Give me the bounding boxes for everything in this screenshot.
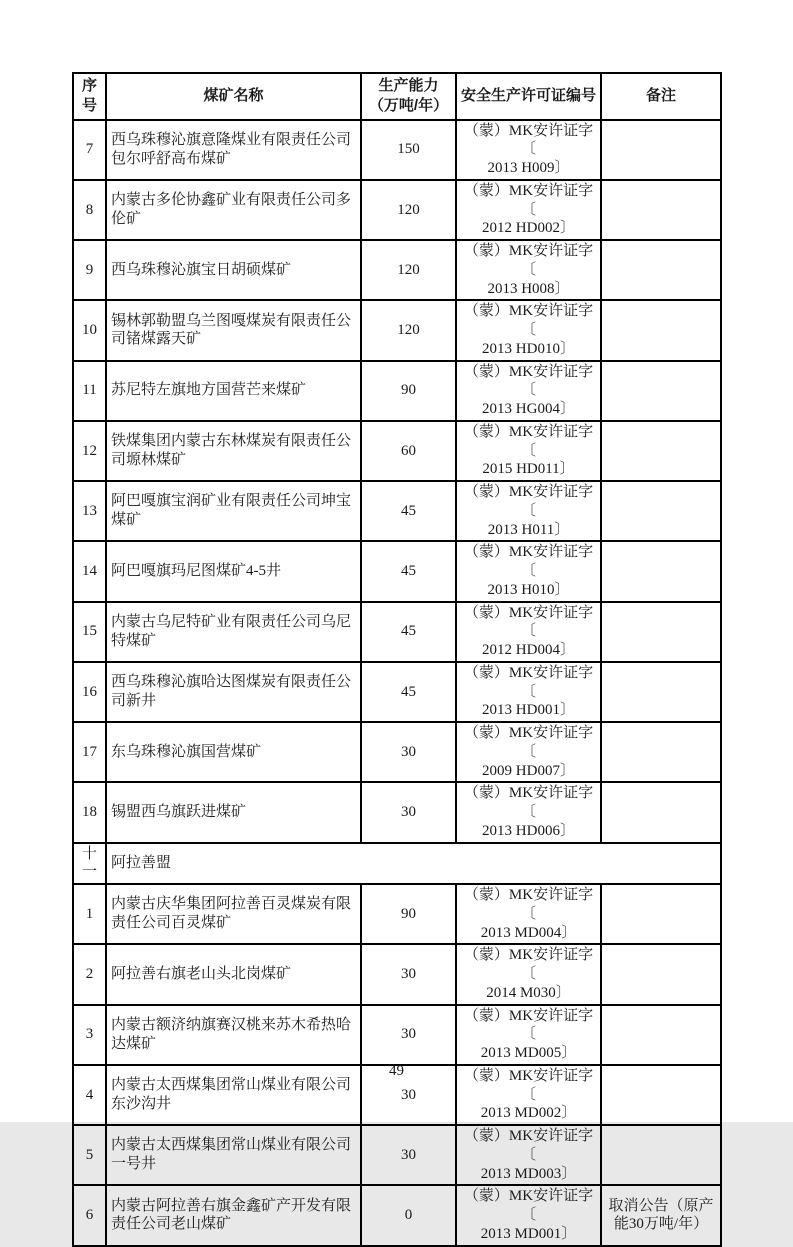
- license-line2: 2013 MD004〕: [480, 924, 577, 941]
- section-serial-cell: 十一: [73, 843, 106, 885]
- table-row: [73, 120, 721, 180]
- license-line2: 2013 HG004〕: [482, 401, 575, 417]
- license-line1: （蒙）MK安许证字〔: [463, 423, 594, 459]
- mine-name-cell: 内蒙古额济纳旗赛汉桃来苏木希热哈达煤矿: [106, 1005, 361, 1065]
- license-cell: [456, 662, 601, 722]
- license-line2: 2014 M030〕: [486, 984, 571, 1001]
- license-cell: [456, 361, 601, 421]
- mine-name-cell: 内蒙古庆华集团阿拉善百灵煤炭有限责任公司百灵煤矿: [106, 884, 361, 944]
- license-line1: （蒙）MK安许证字〔: [463, 1128, 594, 1163]
- section-row: [73, 843, 721, 885]
- license-cell: [456, 944, 601, 1004]
- remark-cell: [601, 782, 721, 842]
- license-line1: （蒙）MK安许证字〔: [463, 1188, 594, 1223]
- mine-name-cell: 内蒙古太西煤集团常山煤业有限公司一号井: [106, 1125, 361, 1185]
- serial-cell: 10: [73, 300, 106, 360]
- capacity-cell: 90: [361, 361, 456, 421]
- remark-cell: [601, 1125, 721, 1185]
- serial-cell: 7: [73, 120, 106, 180]
- remark-cell: [601, 300, 721, 360]
- table-row: [73, 421, 721, 481]
- table-row: [73, 541, 721, 601]
- serial-cell: 6: [73, 1185, 106, 1245]
- license-line1: （蒙）MK安许证字〔: [463, 484, 594, 519]
- license-cell: [456, 722, 601, 782]
- mine-name-cell: 锡盟西乌旗跃进煤矿: [106, 782, 361, 842]
- remark-cell: [601, 120, 721, 180]
- license-line2: 2013 H010〕: [487, 581, 570, 598]
- serial-cell: 18: [73, 782, 106, 842]
- table-row: [73, 180, 721, 240]
- mine-name-cell: 阿拉善右旗老山头北岗煤矿: [106, 944, 361, 1004]
- license-line2: 2013 MD005〕: [480, 1045, 577, 1061]
- remark-cell: [601, 662, 721, 722]
- capacity-cell: 45: [361, 541, 456, 601]
- table-row: [73, 944, 721, 1004]
- capacity-cell: 30: [361, 944, 456, 1004]
- license-cell: [456, 300, 601, 360]
- license-line2: 2012 HD002〕: [482, 220, 575, 237]
- mine-name-cell: 东乌珠穆沁旗国营煤矿: [106, 722, 361, 782]
- table-header-row: [73, 73, 721, 120]
- capacity-cell: 120: [361, 180, 456, 240]
- table-row: [73, 1125, 721, 1185]
- remark-cell: [601, 944, 721, 1004]
- license-line2: 2013 H011〕: [487, 521, 570, 538]
- table-row: [73, 602, 721, 662]
- header-capacity: [361, 73, 456, 120]
- header-serial: 序号: [73, 73, 106, 120]
- serial-cell: 4: [73, 1065, 106, 1125]
- serial-cell: 5: [73, 1125, 106, 1185]
- license-line1: （蒙）MK安许证字〔: [463, 303, 594, 338]
- capacity-cell: 45: [361, 662, 456, 722]
- table-row: [73, 481, 721, 541]
- remark-cell: [601, 722, 721, 782]
- license-cell: [456, 541, 601, 601]
- license-line2: 2013 MD003〕: [480, 1165, 577, 1182]
- license-cell: [456, 421, 601, 481]
- mine-name-cell: 内蒙古阿拉善右旗金鑫矿产开发有限责任公司老山煤矿: [106, 1185, 361, 1245]
- table-row: [73, 1005, 721, 1065]
- license-line2: 2013 MD001〕: [480, 1225, 577, 1242]
- license-line2: 2013 HD010〕: [482, 340, 575, 357]
- license-line1: （蒙）MK安许证字〔: [463, 122, 594, 158]
- license-line1: （蒙）MK安许证字〔: [463, 243, 594, 278]
- header-mine-name: 煤矿名称: [106, 73, 361, 120]
- remark-cell: [601, 361, 721, 421]
- license-line1: （蒙）MK安许证字〔: [463, 604, 594, 640]
- capacity-cell: 150: [361, 120, 456, 180]
- license-line2: 2013 H009〕: [487, 160, 570, 176]
- license-line1: （蒙）MK安许证字〔: [463, 664, 594, 700]
- license-line1: （蒙）MK安许证字〔: [463, 785, 594, 820]
- mine-name-cell: 阿巴嘎旗玛尼图煤矿4-5井: [106, 541, 361, 601]
- table-row: [73, 240, 721, 300]
- mine-name-cell: 内蒙古多伦协鑫矿业有限责任公司多伦矿: [106, 180, 361, 240]
- license-cell: [456, 180, 601, 240]
- mine-name-cell: 苏尼特左旗地方国营芒来煤矿: [106, 361, 361, 421]
- license-line1: （蒙）MK安许证字〔: [463, 887, 594, 922]
- header-remark: 备注: [601, 73, 721, 120]
- mine-name-cell: 西乌珠穆沁旗意隆煤业有限责任公司包尔呼舒高布煤矿: [106, 120, 361, 180]
- serial-cell: 11: [73, 361, 106, 421]
- capacity-cell: 45: [361, 481, 456, 541]
- serial-cell: 13: [73, 481, 106, 541]
- table-row: [73, 1185, 721, 1245]
- license-line2: 2013 H008〕: [487, 280, 570, 297]
- table-row: [73, 662, 721, 722]
- serial-cell: 14: [73, 541, 106, 601]
- table-row: [73, 300, 721, 360]
- license-line1: （蒙）MK安许证字〔: [463, 363, 594, 399]
- serial-cell: 17: [73, 722, 106, 782]
- license-cell: [456, 1125, 601, 1185]
- mine-name-cell: 内蒙古太西煤集团常山煤业有限公司东沙沟井: [106, 1065, 361, 1125]
- serial-cell: 2: [73, 944, 106, 1004]
- capacity-cell: 30: [361, 1065, 456, 1125]
- license-cell: [456, 120, 601, 180]
- license-line2: 2013 HD006〕: [482, 822, 575, 839]
- license-line1: （蒙）MK安许证字〔: [463, 1067, 594, 1103]
- serial-cell: 16: [73, 662, 106, 722]
- remark-cell: 取消公告（原产能30万吨/年）: [601, 1185, 721, 1245]
- mine-name-cell: 内蒙古乌尼特矿业有限责任公司乌尼特煤矿: [106, 602, 361, 662]
- serial-cell: 1: [73, 884, 106, 944]
- license-line1: （蒙）MK安许证字〔: [463, 182, 594, 218]
- remark-cell: [601, 884, 721, 944]
- serial-cell: 15: [73, 602, 106, 662]
- mine-name-cell: 西乌珠穆沁旗宝日胡硕煤矿: [106, 240, 361, 300]
- remark-cell: [601, 602, 721, 662]
- license-line1: （蒙）MK安许证字〔: [463, 947, 594, 982]
- license-line2: 2012 HD004〕: [482, 642, 575, 658]
- capacity-cell: 120: [361, 300, 456, 360]
- license-cell: [456, 240, 601, 300]
- header-capacity-line2: （万吨/年）: [368, 97, 449, 115]
- capacity-cell: 60: [361, 421, 456, 481]
- license-cell: [456, 1005, 601, 1065]
- header-license: 安全生产许可证编号: [456, 73, 601, 120]
- mine-name-cell: 西乌珠穆沁旗哈达图煤炭有限责任公司新井: [106, 662, 361, 722]
- license-line2: 2013 MD002〕: [480, 1105, 577, 1122]
- license-cell: [456, 602, 601, 662]
- remark-cell: [601, 481, 721, 541]
- license-line2: 2009 HD007〕: [482, 762, 575, 779]
- header-capacity-line1: 生产能力: [378, 77, 439, 94]
- license-line1: （蒙）MK安许证字〔: [463, 544, 594, 579]
- license-line1: （蒙）MK安许证字〔: [463, 1007, 594, 1043]
- capacity-cell: 0: [361, 1185, 456, 1245]
- table-row: [73, 884, 721, 944]
- remark-cell: [601, 240, 721, 300]
- serial-cell: 12: [73, 421, 106, 481]
- license-cell: [456, 884, 601, 944]
- mine-name-cell: 锡林郭勒盟乌兰图嘎煤炭有限责任公司锗煤露天矿: [106, 300, 361, 360]
- remark-cell: [601, 541, 721, 601]
- capacity-cell: 90: [361, 884, 456, 944]
- capacity-cell: 30: [361, 1005, 456, 1065]
- license-cell: [456, 481, 601, 541]
- table-row: [73, 782, 721, 842]
- mine-name-cell: 阿巴嘎旗宝润矿业有限责任公司坤宝煤矿: [106, 481, 361, 541]
- license-line1: （蒙）MK安许证字〔: [463, 725, 594, 760]
- capacity-cell: 30: [361, 722, 456, 782]
- remark-cell: [601, 1005, 721, 1065]
- capacity-cell: 120: [361, 240, 456, 300]
- mine-name-cell: 铁煤集团内蒙古东林煤炭有限责任公司塬林煤矿: [106, 421, 361, 481]
- serial-cell: 3: [73, 1005, 106, 1065]
- table-row: [73, 722, 721, 782]
- remark-cell: [601, 180, 721, 240]
- page-number: 49: [389, 1063, 404, 1079]
- serial-cell: 8: [73, 180, 106, 240]
- capacity-cell: 30: [361, 782, 456, 842]
- table-row: [73, 361, 721, 421]
- serial-cell: 9: [73, 240, 106, 300]
- license-line2: 2013 HD001〕: [482, 702, 575, 719]
- capacity-cell: 30: [361, 1125, 456, 1185]
- license-line2: 2015 HD011〕: [482, 461, 575, 478]
- capacity-cell: 45: [361, 602, 456, 662]
- section-title-cell: 阿拉善盟: [106, 843, 721, 885]
- remark-cell: [601, 421, 721, 481]
- license-cell: [456, 782, 601, 842]
- license-cell: [456, 1185, 601, 1245]
